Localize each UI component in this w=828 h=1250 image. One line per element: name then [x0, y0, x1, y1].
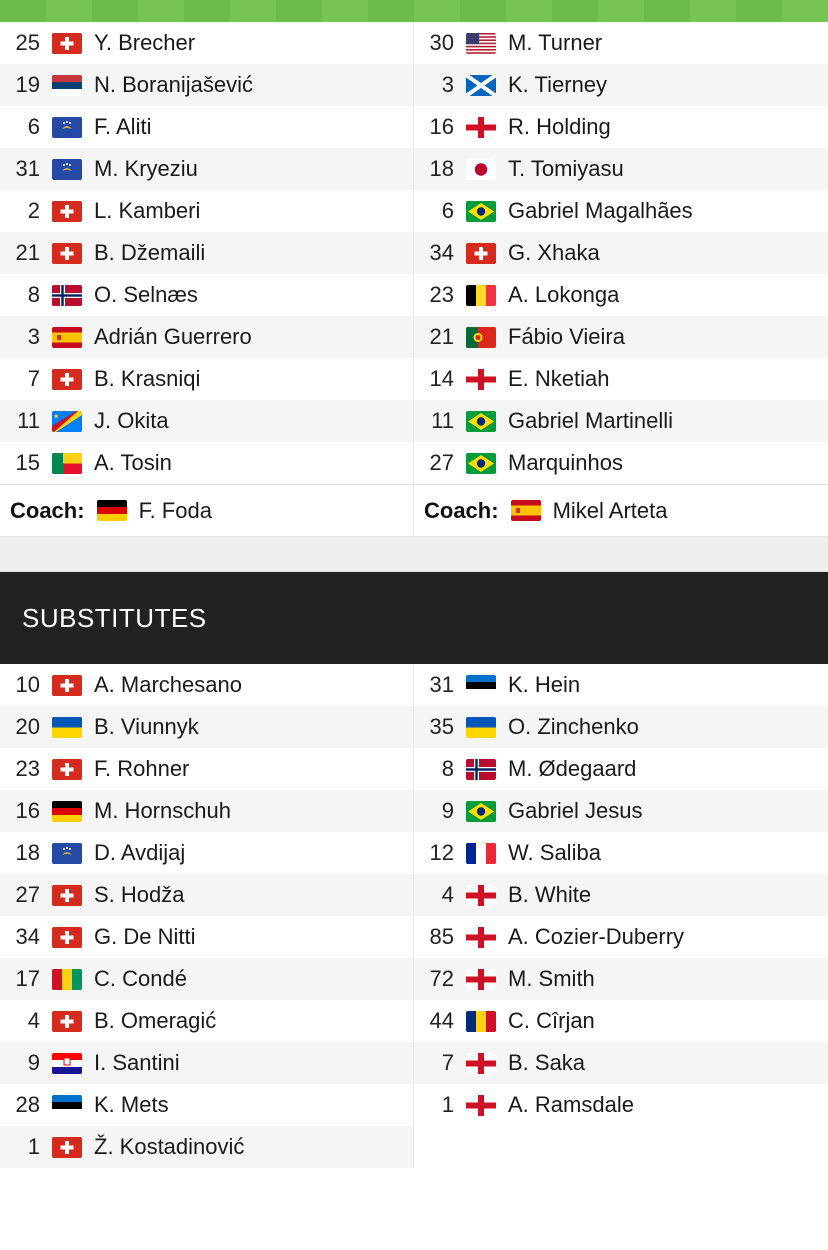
england-flag-icon	[466, 969, 496, 990]
player-name: G. De Nitti	[94, 924, 196, 949]
substitute-row[interactable]	[0, 958, 413, 1000]
belgium-flag-icon	[466, 285, 496, 306]
player-name: Adrián Guerrero	[94, 324, 252, 349]
germany-flag-icon	[52, 801, 82, 822]
switzerland-flag-icon	[52, 243, 82, 264]
switzerland-flag-icon	[52, 1137, 82, 1158]
home-substitutes-column	[0, 664, 414, 1168]
switzerland-flag-icon	[52, 675, 82, 696]
player-number: 27	[429, 450, 454, 475]
substitute-row[interactable]	[0, 1126, 413, 1168]
norway-flag-icon	[52, 285, 82, 306]
brazil-flag-icon	[466, 411, 496, 432]
player-name: F. Rohner	[94, 756, 190, 781]
player-name: K. Mets	[94, 1092, 169, 1117]
player-name: N. Boranijašević	[94, 72, 253, 97]
away-coach-name: Mikel Arteta	[552, 497, 668, 523]
player-name: L. Kamberi	[94, 198, 201, 223]
away-coach-label: Coach:	[424, 497, 499, 523]
player-number: 1	[441, 1092, 454, 1117]
away-coach-flag-icon	[511, 500, 541, 521]
player-row[interactable]	[414, 190, 828, 232]
player-number: 1	[27, 1134, 40, 1159]
player-number: 19	[15, 72, 40, 97]
player-name: O. Selnæs	[94, 282, 198, 307]
guinea-flag-icon	[52, 969, 82, 990]
player-row[interactable]	[414, 106, 828, 148]
home-coach-name: F. Foda	[138, 497, 212, 523]
player-number: 23	[429, 282, 454, 307]
switzerland-flag-icon	[52, 885, 82, 906]
player-number: 3	[27, 324, 40, 349]
player-row[interactable]	[0, 22, 413, 64]
player-name: B. Omeragić	[94, 1008, 217, 1033]
player-name: Marquinhos	[508, 450, 623, 475]
player-name: O. Zinchenko	[508, 714, 639, 739]
player-number: 7	[441, 1050, 454, 1075]
player-name: M. Hornschuh	[94, 798, 231, 823]
substitute-row[interactable]	[0, 664, 413, 706]
player-name: A. Lokonga	[508, 282, 620, 307]
scotland-flag-icon	[466, 75, 496, 96]
player-number: 31	[429, 672, 454, 697]
england-flag-icon	[466, 885, 496, 906]
player-number: 16	[429, 114, 454, 139]
kosovo-flag-icon	[52, 117, 82, 138]
player-number: 11	[431, 408, 454, 433]
player-row[interactable]	[0, 358, 413, 400]
substitute-row[interactable]	[414, 1084, 828, 1126]
substitute-row[interactable]	[414, 748, 828, 790]
player-row[interactable]	[0, 274, 413, 316]
player-name: W. Saliba	[508, 840, 601, 865]
switzerland-flag-icon	[52, 201, 82, 222]
player-name: S. Hodža	[94, 882, 185, 907]
japan-flag-icon	[466, 159, 496, 180]
substitute-row[interactable]	[0, 1042, 413, 1084]
switzerland-flag-icon	[52, 33, 82, 54]
player-number: 8	[441, 756, 454, 781]
player-number: 35	[429, 714, 454, 739]
player-number: 23	[15, 756, 40, 781]
player-number: 21	[429, 324, 454, 349]
player-name: Gabriel Magalhães	[508, 198, 693, 223]
england-flag-icon	[466, 117, 496, 138]
brazil-flag-icon	[466, 201, 496, 222]
player-name: M. Ødegaard	[508, 756, 637, 781]
player-number: 20	[15, 714, 40, 739]
switzerland-flag-icon	[52, 759, 82, 780]
player-number: 25	[15, 30, 40, 55]
section-divider	[0, 536, 828, 572]
substitute-row[interactable]	[0, 1084, 413, 1126]
england-flag-icon	[466, 927, 496, 948]
romania-flag-icon	[466, 1011, 496, 1032]
player-row[interactable]	[0, 442, 413, 484]
player-name: C. Cîrjan	[508, 1008, 595, 1033]
substitute-row[interactable]	[414, 706, 828, 748]
player-row[interactable]	[0, 106, 413, 148]
player-name: M. Kryeziu	[94, 156, 198, 181]
player-number: 4	[27, 1008, 40, 1033]
player-row[interactable]	[414, 400, 828, 442]
player-number: 15	[15, 450, 40, 475]
player-number: 27	[15, 882, 40, 907]
player-name: F. Aliti	[94, 114, 152, 139]
england-flag-icon	[466, 1095, 496, 1116]
substitute-row[interactable]	[414, 1000, 828, 1042]
home-coach-label: Coach:	[10, 497, 85, 523]
away-starters-column	[414, 22, 828, 536]
player-name: A. Cozier-Duberry	[508, 924, 685, 949]
portugal-flag-icon	[466, 327, 496, 348]
player-row[interactable]	[0, 64, 413, 106]
player-number: 72	[429, 966, 454, 991]
substitute-row[interactable]	[414, 832, 828, 874]
switzerland-flag-icon	[52, 927, 82, 948]
player-row[interactable]	[0, 148, 413, 190]
player-name: R. Holding	[508, 114, 611, 139]
player-number: 6	[441, 198, 454, 223]
player-name: D. Avdijaj	[94, 840, 186, 865]
player-name: B. White	[508, 882, 592, 907]
player-number: 16	[15, 798, 40, 823]
player-row[interactable]	[414, 274, 828, 316]
estonia-flag-icon	[52, 1095, 82, 1116]
player-name: B. Saka	[508, 1050, 586, 1075]
player-number: 8	[27, 282, 40, 307]
player-name: G. Xhaka	[508, 240, 600, 265]
player-number: 12	[429, 840, 454, 865]
substitute-row[interactable]	[414, 664, 828, 706]
player-name: Fábio Vieira	[508, 324, 625, 349]
player-row[interactable]	[0, 316, 413, 358]
player-row[interactable]	[0, 232, 413, 274]
substitute-row[interactable]	[414, 874, 828, 916]
switzerland-flag-icon	[52, 1011, 82, 1032]
player-name: A. Marchesano	[94, 672, 242, 697]
player-name: Gabriel Jesus	[508, 798, 643, 823]
player-number: 9	[27, 1050, 40, 1075]
pitch-background-strip	[0, 0, 828, 22]
england-flag-icon	[466, 1053, 496, 1074]
player-name: A. Ramsdale	[508, 1092, 634, 1117]
player-number: 21	[15, 240, 40, 265]
player-name: Gabriel Martinelli	[508, 408, 674, 433]
home-starters-column	[0, 22, 414, 536]
estonia-flag-icon	[466, 675, 496, 696]
norway-flag-icon	[466, 759, 496, 780]
substitute-row[interactable]	[414, 916, 828, 958]
player-name: B. Krasniqi	[94, 366, 201, 391]
player-row[interactable]	[414, 358, 828, 400]
player-name: A. Tosin	[94, 450, 172, 475]
substitutes-lists	[0, 664, 828, 1168]
player-row[interactable]	[414, 64, 828, 106]
serbia-flag-icon	[52, 75, 82, 96]
player-number: 44	[429, 1008, 454, 1033]
player-number: 17	[15, 966, 40, 991]
starting-lineups	[0, 22, 828, 536]
player-number: 85	[429, 924, 454, 949]
substitute-row[interactable]	[414, 790, 828, 832]
substitute-row[interactable]	[0, 706, 413, 748]
home-coach-flag-icon	[97, 500, 127, 521]
player-number: 11	[17, 408, 40, 433]
player-name: E. Nketiah	[508, 366, 610, 391]
player-name: B. Viunnyk	[94, 714, 199, 739]
kosovo-flag-icon	[52, 159, 82, 180]
player-number: 4	[441, 882, 454, 907]
player-name: K. Tierney	[508, 72, 608, 97]
away-coach-row	[414, 484, 828, 536]
substitute-row[interactable]	[0, 790, 413, 832]
player-number: 10	[15, 672, 40, 697]
player-number: 34	[15, 924, 40, 949]
player-row[interactable]	[414, 232, 828, 274]
brazil-flag-icon	[466, 801, 496, 822]
player-name: I. Santini	[94, 1050, 180, 1075]
ukraine-flag-icon	[466, 717, 496, 738]
player-row[interactable]	[0, 190, 413, 232]
drcongo-flag-icon	[52, 411, 82, 432]
substitute-row[interactable]	[0, 748, 413, 790]
substitute-row[interactable]	[0, 874, 413, 916]
player-number: 7	[27, 366, 40, 391]
player-number: 6	[27, 114, 40, 139]
substitute-row[interactable]	[0, 832, 413, 874]
player-name: B. Džemaili	[94, 240, 206, 265]
player-number: 2	[27, 198, 40, 223]
player-row[interactable]	[414, 22, 828, 64]
france-flag-icon	[466, 843, 496, 864]
player-name: Ž. Kostadinović	[94, 1134, 245, 1159]
croatia-flag-icon	[52, 1053, 82, 1074]
player-name: T. Tomiyasu	[508, 156, 624, 181]
switzerland-flag-icon	[466, 243, 496, 264]
kosovo-flag-icon	[52, 843, 82, 864]
player-name: J. Okita	[94, 408, 169, 433]
player-name: M. Turner	[508, 30, 603, 55]
player-name: M. Smith	[508, 966, 595, 991]
player-row[interactable]	[414, 316, 828, 358]
substitute-row[interactable]	[0, 916, 413, 958]
usa-flag-icon	[466, 33, 496, 54]
player-name: Y. Brecher	[94, 30, 196, 55]
player-number: 3	[441, 72, 454, 97]
player-number: 30	[429, 30, 454, 55]
england-flag-icon	[466, 369, 496, 390]
ukraine-flag-icon	[52, 717, 82, 738]
brazil-flag-icon	[466, 453, 496, 474]
player-number: 14	[429, 366, 454, 391]
player-row[interactable]	[414, 442, 828, 484]
away-substitutes-column	[414, 664, 828, 1168]
substitute-row[interactable]	[0, 1000, 413, 1042]
player-number: 18	[15, 840, 40, 865]
benin-flag-icon	[52, 453, 82, 474]
player-name: C. Condé	[94, 966, 187, 991]
spain-flag-icon	[52, 327, 82, 348]
substitutes-title: SUBSTITUTES	[22, 602, 207, 633]
substitute-row[interactable]	[414, 958, 828, 1000]
switzerland-flag-icon	[52, 369, 82, 390]
substitute-row[interactable]	[414, 1042, 828, 1084]
home-coach-row	[0, 484, 413, 536]
player-number: 28	[15, 1092, 40, 1117]
player-number: 34	[429, 240, 454, 265]
player-row[interactable]	[414, 148, 828, 190]
player-name: K. Hein	[508, 672, 581, 697]
substitutes-section-header	[0, 572, 828, 664]
player-row[interactable]	[0, 400, 413, 442]
player-number: 31	[15, 156, 40, 181]
player-number: 18	[429, 156, 454, 181]
player-number: 9	[441, 798, 454, 823]
